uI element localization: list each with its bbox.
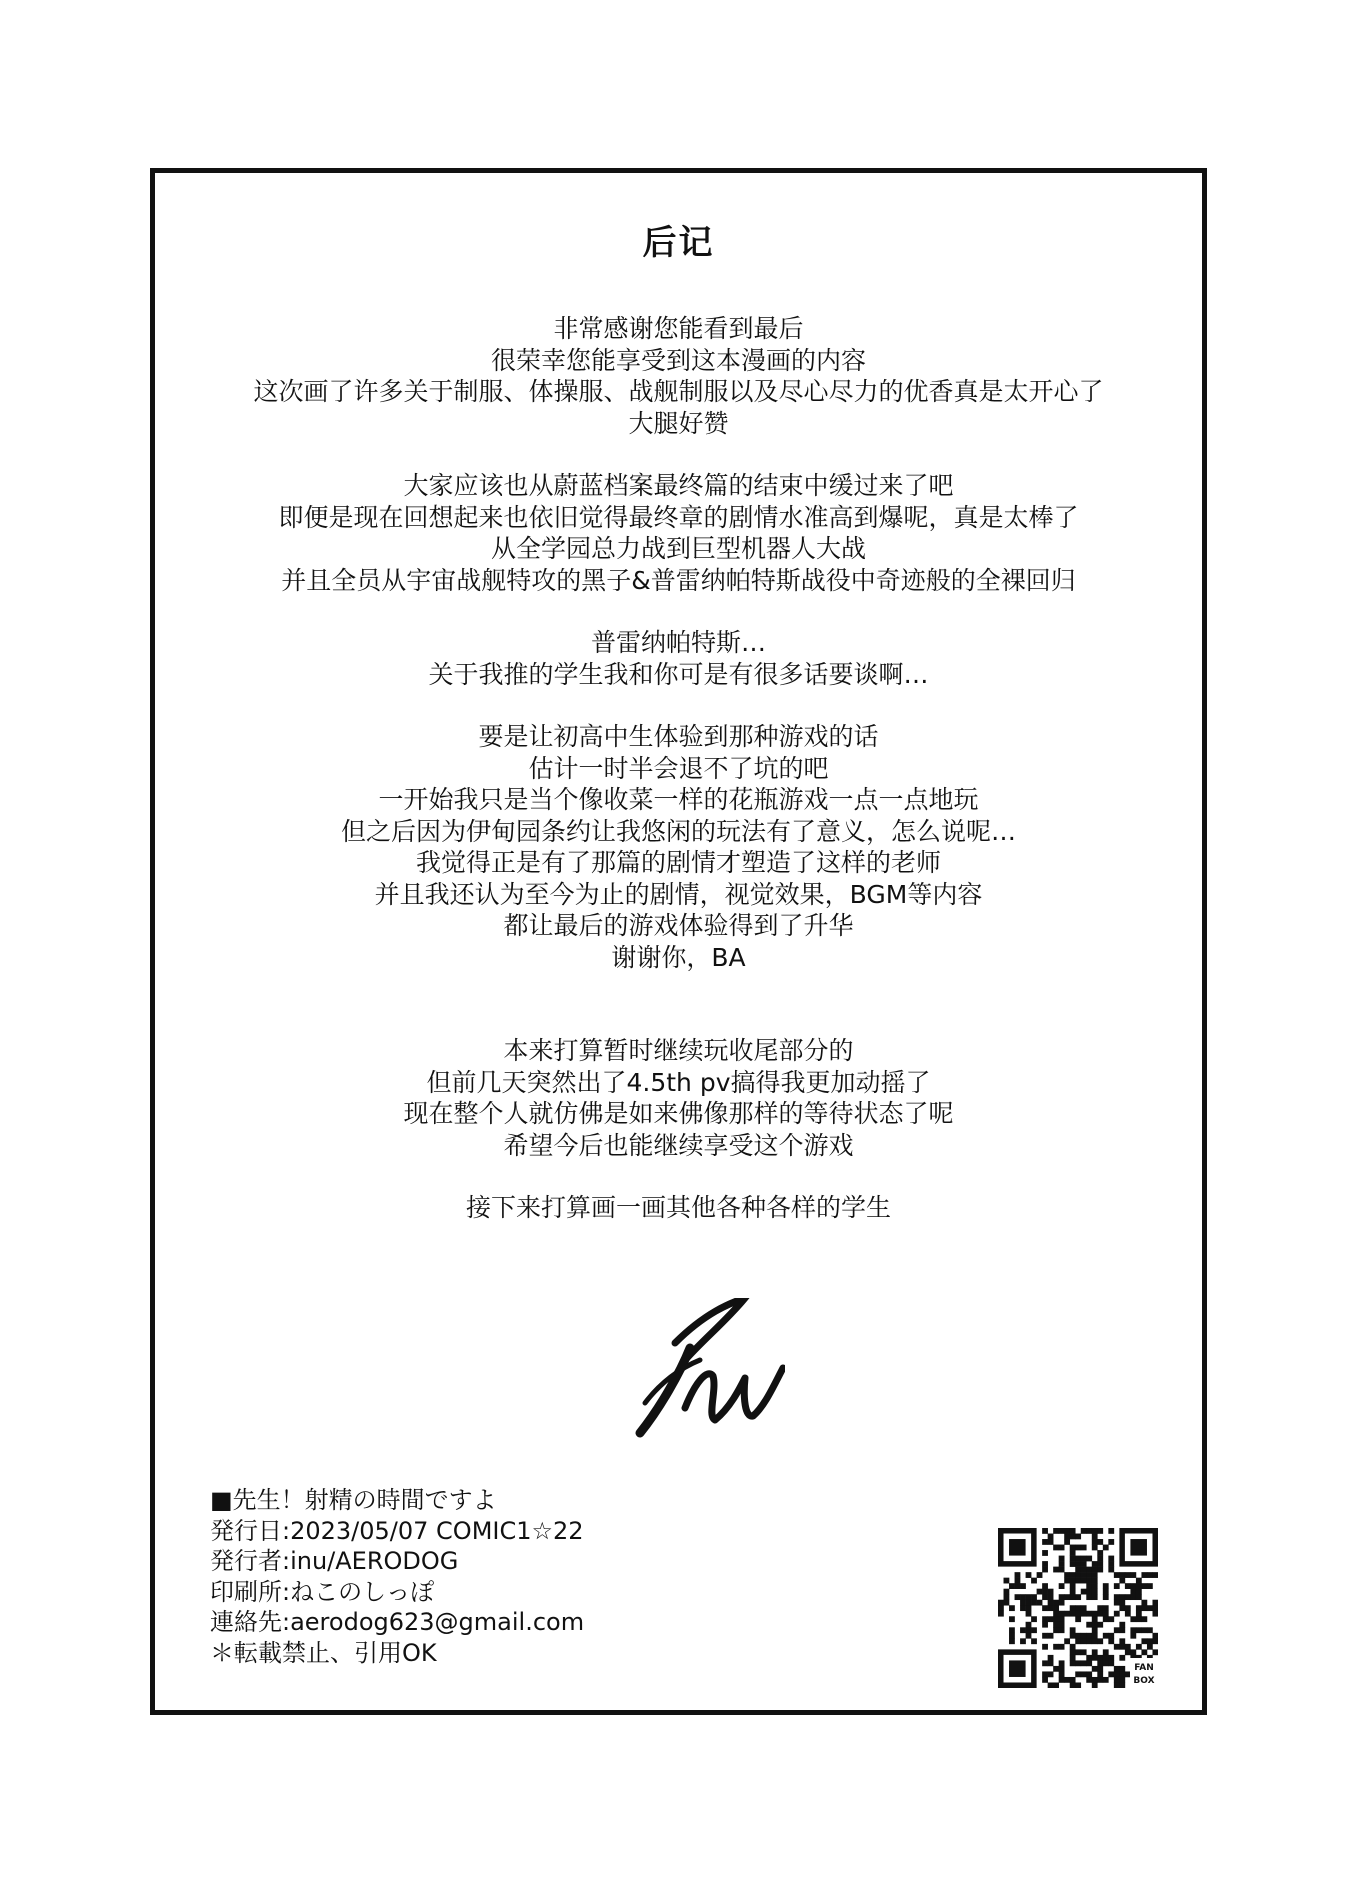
page-title: 后记: [642, 223, 715, 263]
colophon: [210, 1485, 584, 1668]
text-line: 关于我推的学生我和你可是有很多话要谈啊…: [428, 659, 929, 689]
paragraph: [155, 1192, 1202, 1224]
text-line: 大腿好赞: [628, 408, 729, 438]
text-line: 大家应该也从蔚蓝档案最终篇的结束中缓过来了吧: [403, 471, 954, 500]
text-line: 并且全员从宇宙战舰特攻的黑子&普雷纳帕特斯战役中奇迹般的全裸回归: [281, 565, 1076, 595]
text-line: 估计一时半会退不了坑的吧: [528, 753, 829, 783]
text-line: 本来打算暂时继续玩收尾部分的: [503, 1036, 854, 1065]
qr-code-icon: [998, 1528, 1158, 1688]
text-line: 普雷纳帕特斯…: [590, 628, 766, 657]
colophon-notice: ＊転載禁止、引用OK: [210, 1638, 437, 1667]
text-line: 都让最后的游戏体验得到了升华: [503, 911, 854, 940]
text-line: 现在整个人就仿佛是如来佛像那样的等待状态了呢: [403, 1099, 954, 1128]
paragraph: [155, 470, 1202, 596]
text-line: 从全学园总力战到巨型机器人大战: [490, 534, 866, 563]
text-line: 但前几天突然出了4.5th pv搞得我更加动摇了: [426, 1067, 931, 1097]
paragraph: [155, 627, 1202, 690]
signature-image: [635, 1298, 785, 1438]
text-line: 谢谢你，BA: [611, 942, 746, 972]
qr-label-fan: FAN: [1134, 1663, 1154, 1673]
paragraph: [155, 721, 1202, 973]
page-frame: [150, 168, 1207, 1715]
qr-label-box: BOX: [1133, 1676, 1155, 1686]
text-line: 要是让初高中生体验到那种游戏的话: [478, 722, 879, 751]
text-line: 但之后因为伊甸园条约让我悠闲的玩法有了意义，怎么说呢…: [340, 816, 1016, 846]
text-line: 接下来打算画一画其他各种各样的学生: [465, 1193, 891, 1222]
colophon-title: ■先生！射精の時間ですよ: [210, 1486, 497, 1514]
text-line: 这次画了许多关于制服、体操服、战舰制服以及尽心尽力的优香真是太开心了: [253, 377, 1104, 406]
text-line: 非常感谢您能看到最后: [553, 314, 804, 343]
colophon-printer: 印刷所:ねこのしっぽ: [210, 1577, 435, 1606]
colophon-contact: 連絡先:aerodog623@gmail.com: [210, 1608, 585, 1636]
colophon-date: 発行日:2023/05/07 COMIC1☆22: [210, 1516, 584, 1545]
text-line: 希望今后也能继续享受这个游戏: [503, 1130, 854, 1160]
text-line: 一开始我只是当个像收菜一样的花瓶游戏一点一点地玩: [378, 785, 979, 814]
paragraph: [155, 1035, 1202, 1161]
text-line: 很荣幸您能享受到这本漫画的内容: [490, 345, 866, 375]
text-line: 我觉得正是有了那篇的剧情才塑造了这样的老师: [415, 848, 941, 877]
afterword-body: [155, 313, 1202, 1255]
text-line: 即便是现在回想起来也依旧觉得最终章的剧情水准高到爆呢，真是太棒了: [278, 502, 1079, 532]
paragraph: [155, 313, 1202, 439]
colophon-publisher: 発行者:inu/AERODOG: [210, 1547, 459, 1575]
text-line: 并且我还认为至今为止的剧情，视觉效果，BGM等内容: [374, 879, 983, 909]
